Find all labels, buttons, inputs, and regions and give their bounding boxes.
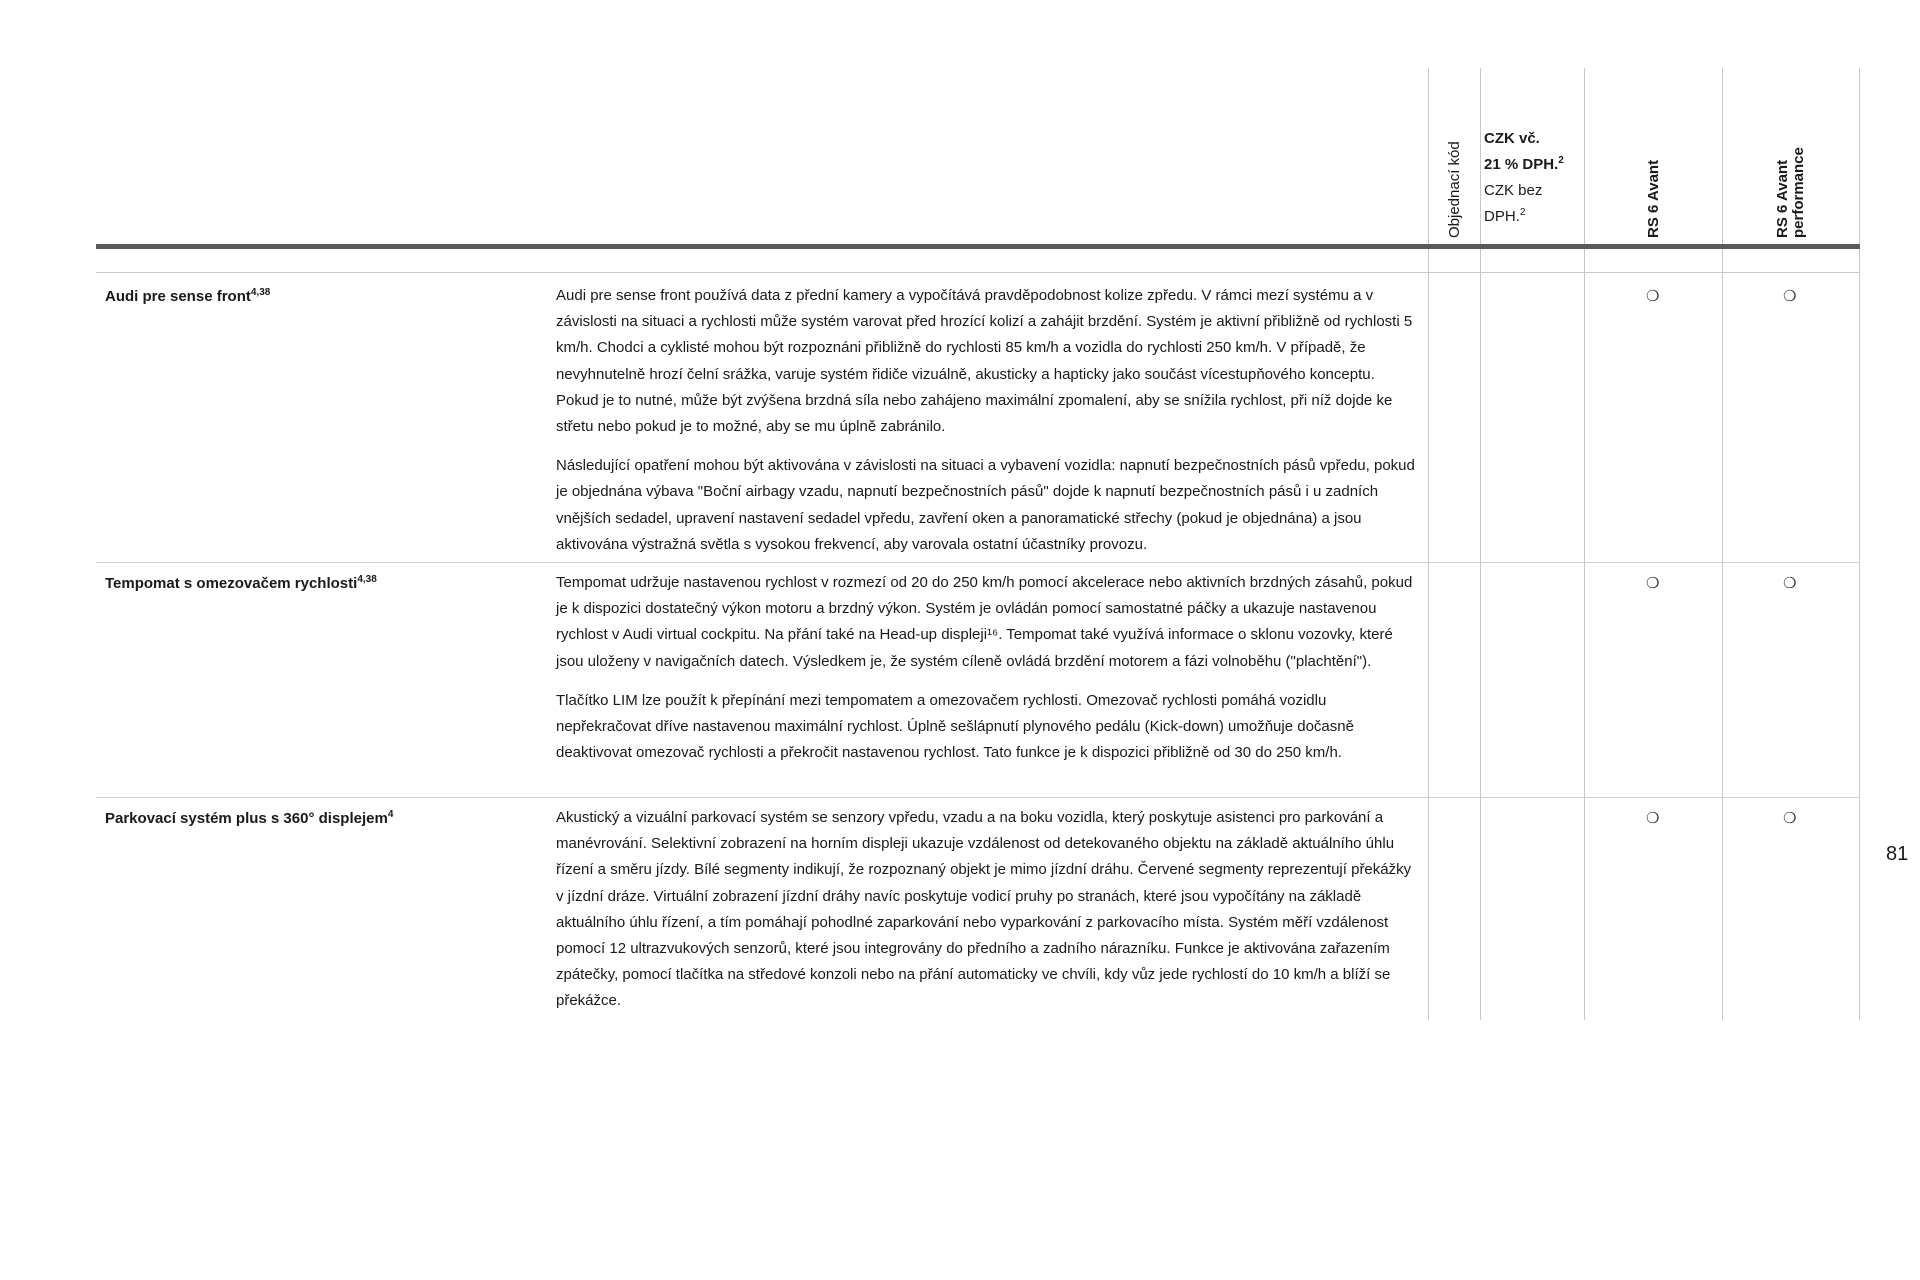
availability-mark-model1: ❍ [1646, 575, 1660, 592]
feature-description-pre-sense [556, 283, 1418, 571]
availability-mark-model1: ❍ [1646, 288, 1660, 305]
row-divider [96, 797, 1860, 798]
column-divider-order-code-left [1428, 68, 1429, 1020]
body-top-rule [96, 272, 1860, 273]
availability-mark-model2: ❍ [1783, 575, 1797, 592]
header-price [1484, 126, 1584, 230]
feature-title-pre-sense: Audi pre sense front$^{4,38}$ [105, 287, 271, 305]
column-divider-model2-left [1722, 68, 1723, 1020]
feature-description-cruise-control [556, 570, 1418, 779]
header-price-excl-line2: DPH.$^2$ [1484, 207, 1526, 225]
column-divider-right [1859, 68, 1860, 1020]
header-model-1-label: RS 6 Avant [1645, 159, 1662, 238]
paragraph: Akustický a vizuální parkovací systém se senzory vpředu, vzadu a na boku vozidla, který poskytuje asistenci pro parkování a manévrování. Selektivní zobrazení na horním displeji ukazuje vzdálenost od detekovaného objektu na základě aktuálního úhlu řízení a směru jízdy. Bílé segmenty indikují, že rozpoznaný objekt je mimo jízdní dráhu. Červené segmenty reprezentují překážky v jízdní dráze. Virtuální zobrazení jízdní dráhy navíc poskytuje vodicí pruhy po stranách, které jsou vypočítány na základě aktuálního úhlu řízení, a tím pomáhají pohodlné zaparkování nebo vyparkování z parkovacího místa. Systém měří vzdálenost pomocí 12 ultrazvukových senzorů, které jsou integrovány do předního a zadního nárazníku. Funkce je aktivována zařazením zpátečky, pomocí tlačítka na středové konzoli nebo na přání automaticky ve chvíli, kdy vůz jede rychlostí do 10 km/h a blíží se překážce. [556, 809, 1412, 1010]
column-divider-price-left [1480, 68, 1481, 1020]
feature-title-cruise-control: Tempomat s omezovačem rychlosti$^{4,38}$ [105, 574, 377, 592]
header-order-code-label: Objednací kód [1446, 141, 1463, 238]
header-model-rs6-avant-performance [1775, 147, 1807, 238]
header-model-2-line2: performance [1790, 147, 1807, 238]
page-number: 81 [1886, 843, 1909, 865]
paragraph: Tempomat udržuje nastavenou rychlost v rozmezí od 20 do 250 km/h pomocí akcelerace nebo aktivních brzdných zásahů, pokud je k dispozici dostatečný výkon motoru a brzdný výkon. Systém je ovládán pomocí samostatné páčky a ukazuje nastavenou rychlost v Audi virtual cockpitu. Na přání také na Head-up displeji¹⁶. Tempomat také využívá informace o sklonu vozovky, které jsou uloženy v navigačních datech. Výsledkem je, že systém cíleně ovládá brzdění motorem a fázi volnoběhu ("plachtění"). [556, 574, 1413, 670]
feature-title-parking-system: Parkovací systém plus s 360° displejem$^4$ [105, 809, 394, 827]
column-divider-model1-left [1584, 68, 1585, 1020]
availability-mark-model2: ❍ [1783, 288, 1797, 305]
paragraph: Audi pre sense front používá data z přední kamery a vypočítává pravděpodobnost kolize zpředu. V rámci mezí systému a v závislosti na situaci a rychlosti může systém varovat před hrozící kolizí a zahájit brzdění. Systém je aktivní přibližně od rychlosti 5 km/h. Chodci a cyklisté mohou být rozpoznáni přibližně do rychlosti 85 km/h a vozidla do rychlosti 250 km/h. V případě, že nevyhnutelně hrozí čelní srážka, varuje systém řidiče vizuálně, akusticky a hapticky jako součást vícestupňového konceptu. Pokud je to nutné, může být zvýšena brzdná síla nebo zahájeno maximální zpomalení, aby se snížila rychlost, při níž dojde ke střetu nebo pokud je to možné, aby se mu úplně zabránilo. [556, 287, 1413, 436]
paragraph: Následující opatření mohou být aktivována v závislosti na situaci a vybavení vozidla: napnutí bezpečnostních pásů vpředu, pokud je objednána výbava "Boční airbagy vzadu, napnutí bezpečnostních pásů" dojde k napnutí bezpečnostních pásů i u zadních vnějších sedadel, upravení nastavení sedadel vpředu, zavření oken a panoramatické střechy (pokud je objednána) a jsou aktivována výstražná světla s vysokou frekvencí, aby varovala ostatní účastníky provozu. [556, 457, 1415, 553]
header-bottom-rule [96, 244, 1860, 249]
availability-mark-model1: ❍ [1646, 810, 1660, 827]
header-price-incl-line1: CZK vč. [1484, 130, 1540, 147]
header-model-2-line1: RS 6 Avant [1774, 159, 1791, 238]
header-price-incl-line2: 21 % DPH.$^2$ [1484, 155, 1564, 173]
header-model-rs6-avant [1645, 160, 1662, 238]
header-order-code [1446, 141, 1463, 238]
paragraph: Tlačítko LIM lze použít k přepínání mezi tempomatem a omezovačem rychlosti. Omezovač rychlosti pomáhá vozidlu nepřekračovat dříve nastavenou maximální rychlost. Úplně sešlápnutí plynového pedálu (Kick-down) umožňuje dočasně deaktivovat omezovač rychlosti a překročit nastavenou rychlost. Tato funkce je k dispozici přibližně od 30 do 250 km/h. [556, 691, 1354, 762]
header-price-excl-line1: CZK bez [1484, 182, 1543, 199]
feature-description-parking-system [556, 805, 1418, 1028]
availability-mark-model2: ❍ [1783, 810, 1797, 827]
row-divider [96, 562, 1860, 563]
